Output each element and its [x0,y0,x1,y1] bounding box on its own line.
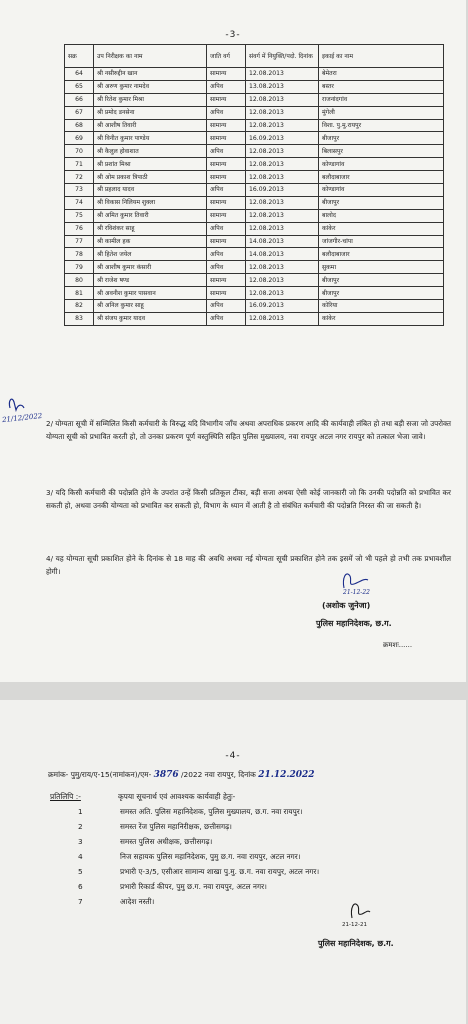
cell-date: 12.08.2013 [246,222,319,235]
copy-purpose: कृपया सूचनार्थ एवं आवश्यक कार्यवाही हेतुः- [118,792,236,801]
cell-unit: कांकेर [319,312,444,325]
cell-date: 12.08.2013 [246,209,319,222]
cell-name: श्री ओम प्रकाश त्रिपाठी [94,171,207,184]
cell-unit: कोरिया [319,300,444,313]
signature-mark [344,896,374,922]
cell-category: सामान्य [207,171,246,184]
list-item-number: 7 [78,897,83,906]
cell-date: 12.08.2013 [246,261,319,274]
cell-unit: बस्तर [319,80,444,93]
cell-category: सामान्य [207,93,246,106]
cell-date: 16.09.2013 [246,184,319,197]
list-item [78,852,319,867]
paragraph-4: 4/ यह योग्यता सूची प्रकाशित होने के दिनांक से 18 माह की अवधि अथवा नई योग्यता सूची प्रकाशित होने तक इसमें जो भी पहले हो तभी तक प्रभावशील होगी। [46,554,451,576]
cell-name: श्री कैलुल होवाशात [94,145,207,158]
cell-unit: बिलासपुर [319,145,444,158]
table-row [65,222,444,235]
cell-unit: बलौदाबाजार [319,248,444,261]
cell-date: 12.08.2013 [246,145,319,158]
cell-date: 14.08.2013 [246,248,319,261]
cell-category: अपिव [207,145,246,158]
list-item [78,807,319,822]
cell-category: सामान्य [207,132,246,145]
cell-name: श्री आशीष तिवारी [94,119,207,132]
cell-category: अपिव [207,184,246,197]
margin-note-date: 21/12/2022 [1,411,43,425]
table-row [65,235,444,248]
cell-serial: 64 [65,68,94,81]
list-item [78,837,319,852]
table-row [65,248,444,261]
list-item-text: प्रभारी ए-3/5, एसीआर सामान्य शाखा पु.मु. छ.ग. नवा रायपुर, अटल नगर। [120,867,320,876]
cell-name: श्री विकास निलियम शुक्ला [94,196,207,209]
cell-name: श्री प्रहलाद यादव [94,184,207,197]
list-item-number: 1 [78,807,83,816]
cell-date: 12.08.2013 [246,171,319,184]
header-date: संवर्ग में नियुक्ति/पदो. दिनांक [246,45,319,68]
cell-category: सामान्य [207,235,246,248]
cell-name: श्री आशीष कुमार कंसारी [94,261,207,274]
table-row [65,145,444,158]
list-item-number: 5 [78,867,83,876]
cell-date: 12.08.2013 [246,196,319,209]
cell-serial: 78 [65,248,94,261]
reference-suffix: /2022 नवा रायपुर, दिनांक [181,770,256,779]
cell-name: श्री नसीरुद्दीन खान [94,68,207,81]
cell-name: श्री कामील हक [94,235,207,248]
cell-unit: कोण्डागांव [319,158,444,171]
cell-unit: बीजापुर [319,196,444,209]
cell-date: 12.08.2013 [246,106,319,119]
paragraph-2: 2/ योग्यता सूची में सम्मिलित किसी कर्मचारी के विरुद्ध यदि विभागीय जाँच अथवा अपराधिक प्रकरण आदि की कार्यवाही लंबित हो तथा बड़ी सजा जो उपरोक्त योग्यता सूची को प्रभावित करती हो, तो उनका प्रकरण पूर्ण वस्तुस्थिति सहित पुलिस मुख्यालय, नवा रायपुर अटल नगर रायपुर को तत्काल भेजा जावे। [46,419,451,441]
cell-name: श्री विनीत कुमार पाण्डेय [94,132,207,145]
cell-category: अपिव [207,261,246,274]
cell-name: श्री रविशंकर साहू [94,222,207,235]
cell-date: 12.08.2013 [246,68,319,81]
list-item [78,822,319,837]
header-category: जाति वर्ग [207,45,246,68]
cell-serial: 72 [65,171,94,184]
cell-serial: 70 [65,145,94,158]
table-row [65,80,444,93]
table-body [65,68,444,326]
cell-serial: 77 [65,235,94,248]
cell-unit: जांजगीर-चांपा [319,235,444,248]
cell-name: श्री अमित कुमार तिवारी [94,209,207,222]
cell-date: 12.08.2013 [246,158,319,171]
cell-category: अपिव [207,300,246,313]
reference-prefix: क्रमांक- पुमु/राय/ए-15(नामांकन)/एम- [48,770,152,779]
cell-date: 12.08.2013 [246,287,319,300]
list-item-text: समस्त रेंज पुलिस महानिरीक्षक, छत्तीसगढ़। [120,822,232,831]
cell-serial: 75 [65,209,94,222]
cell-unit: बीजापुर [319,287,444,300]
list-item [78,882,319,897]
cell-date: 12.08.2013 [246,274,319,287]
list-item-number: 4 [78,852,83,861]
table-row [65,68,444,81]
cell-category: सामान्य [207,196,246,209]
signature-date: 21-12-21 [342,922,367,928]
list-item [78,897,319,912]
table-row [65,312,444,325]
cell-serial: 83 [65,312,94,325]
cell-date: 14.08.2013 [246,235,319,248]
list-item-text: आदेश नस्ती। [120,897,155,906]
cell-serial: 67 [65,106,94,119]
cell-serial: 74 [65,196,94,209]
table-row [65,209,444,222]
table-row [65,300,444,313]
table-row [65,274,444,287]
signatory-designation: पुलिस महानिदेशक, छ.ग. [318,939,394,948]
table-row [65,132,444,145]
table-row [65,184,444,197]
cell-date: 16.09.2013 [246,132,319,145]
cell-serial: 69 [65,132,94,145]
cell-serial: 66 [65,93,94,106]
table-row [65,106,444,119]
paragraph-3: 3/ यदि किसी कर्मचारी की पदोन्नति होने के उपरांत उन्हें किसी प्रतिकूल टीका, बड़ी सजा अथवा ऐसी कोई जानकारी जो कि उनकी पदोन्नति को प्रभावित कर सकती हो, अथवा उनकी योग्यता को प्रभावित कर सकती हो, विभाग के ध्यान में आती है तो संबंधित कर्मचारी की पदोन्नति निरस्त की जा सकती है। [46,488,451,510]
cell-serial: 68 [65,119,94,132]
signatory-designation: पुलिस महानिदेशक, छ.ग. [316,619,392,628]
cell-category: सामान्य [207,68,246,81]
cell-name: श्री प्रमोद डनसेना [94,106,207,119]
cell-date: 12.08.2013 [246,119,319,132]
cell-unit: मुंगेली [319,106,444,119]
table-row [65,93,444,106]
cell-date: 12.08.2013 [246,312,319,325]
cell-serial: 82 [65,300,94,313]
cell-date: 12.08.2013 [246,93,319,106]
document-page-4 [0,700,466,1024]
cell-category: सामान्य [207,158,246,171]
cell-date: 16.09.2013 [246,300,319,313]
cell-name: श्री अवनीश कुमार पासवान [94,287,207,300]
cell-unit: विशा. पु.मु.रायपुर [319,119,444,132]
cell-category: अपिव [207,106,246,119]
cell-unit: बेमेतरा [319,68,444,81]
cell-name: श्री अरुण कुमार नामदेव [94,80,207,93]
cell-category: सामान्य [207,119,246,132]
signature-date: 21-12-22 [343,589,370,596]
cell-unit: बीजापुर [319,132,444,145]
cell-unit: बीजापुर [319,274,444,287]
table-row [65,287,444,300]
list-item-text: समस्त अति. पुलिस महानिदेशक, पुलिस मुख्यालय, छ.ग. नवा रायपुर। [120,807,303,816]
cell-category: अपिव [207,248,246,261]
signatory-name: (अशोक जुनेजा) [322,601,371,610]
list-item [78,867,319,882]
cell-serial: 76 [65,222,94,235]
cell-unit: कांकेर [319,222,444,235]
cell-category: अपिव [207,222,246,235]
cell-category: अपिव [207,80,246,93]
cell-category: सामान्य [207,209,246,222]
table-row [65,119,444,132]
cell-unit: कोण्डागांव [319,184,444,197]
list-item-number: 2 [78,822,83,831]
cell-unit: राजनांदगांव [319,93,444,106]
cell-name: श्री अनिल कुमार साहू [94,300,207,313]
copy-label: प्रतिलिपि :- [50,792,81,801]
reference-line [48,770,315,780]
cell-name: श्री हितेश जयेल [94,248,207,261]
table-row [65,261,444,274]
cell-unit: सुकमा [319,261,444,274]
cell-name: श्री रितेश कुमार मिश्रा [94,93,207,106]
cell-unit: बलौदाबाजार [319,171,444,184]
table-row [65,171,444,184]
continued-note: क्रमशः...... [383,641,413,649]
table-row [65,158,444,171]
table-row [65,196,444,209]
distribution-list [78,807,319,912]
table-header-row [65,45,444,68]
cell-serial: 81 [65,287,94,300]
header-name: उप निरीक्षक का नाम [94,45,207,68]
cell-serial: 73 [65,184,94,197]
reference-date: 21.12.2022 [258,770,315,780]
cell-unit: बालोद [319,209,444,222]
cell-name: श्री प्रशांत मिश्रा [94,158,207,171]
page-number: -3- [225,30,241,40]
cell-date: 13.08.2013 [246,80,319,93]
cell-name: श्री राजेश षण्ड [94,274,207,287]
list-item-number: 6 [78,882,83,891]
cell-serial: 80 [65,274,94,287]
cell-serial: 65 [65,80,94,93]
cell-category: सामान्य [207,274,246,287]
cell-category: अपिव [207,312,246,325]
list-item-number: 3 [78,837,83,846]
list-item-text: समस्त पुलिस अधीक्षक, छत्तीसगढ़। [120,837,213,846]
merit-list-table [64,44,444,326]
page-number: -4- [225,751,241,761]
list-item-text: प्रभारी रिकार्ड कीपर, पुमु छ.ग. नवा रायपुर, अटल नगर। [120,882,267,891]
cell-serial: 79 [65,261,94,274]
cell-category: सामान्य [207,287,246,300]
header-unit: इकाई का नाम [319,45,444,68]
cell-serial: 71 [65,158,94,171]
cell-name: श्री संजय कुमार यादव [94,312,207,325]
list-item-text: निज सहायक पुलिस महानिदेशक, पुमु छ.ग. नवा रायपुर, अटल नगर। [120,852,301,861]
reference-number: 3876 [153,770,179,780]
header-serial: सक्र [65,45,94,68]
